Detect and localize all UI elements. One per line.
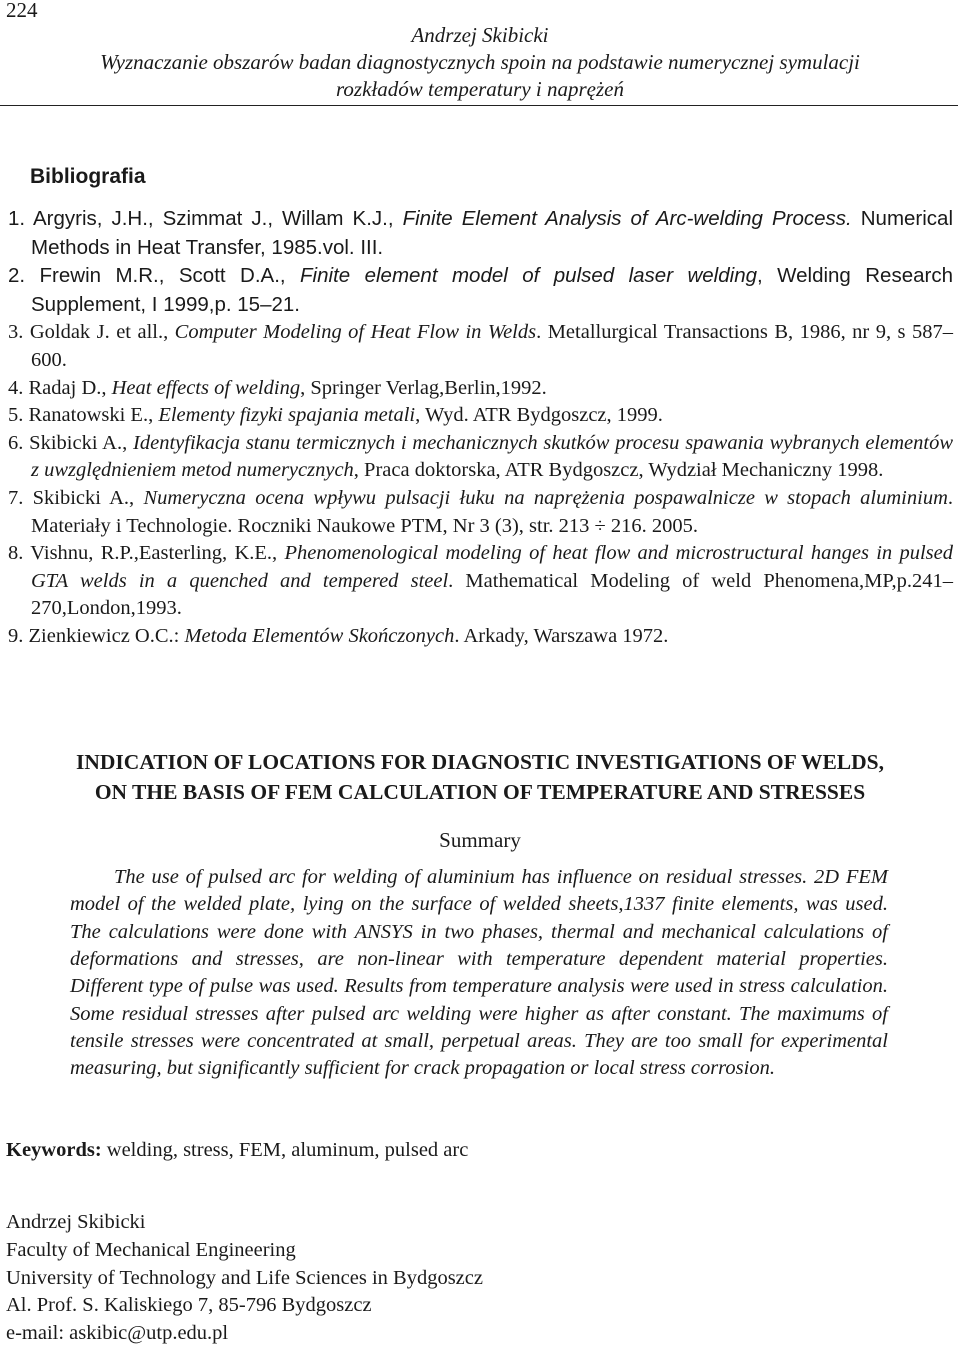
english-title-line-1: INDICATION OF LOCATIONS FOR DIAGNOSTIC INVESTIGATIONS OF WELDS, [76, 750, 884, 774]
ref-title: Numeryczna ocena wpływu pulsacji łuku na naprężenia pospawalnicze w stopach aluminium [143, 486, 948, 509]
ref-title: Finite element model of pulsed laser welding [300, 264, 757, 288]
bibliography-item [8, 319, 953, 374]
ref-authors: 2. Frewin M.R., Scott D.A., [8, 264, 301, 288]
bibliography-item [8, 485, 953, 540]
ref-source: , Praca doktorska, ATR Bydgoszcz, Wydział Mechaniczny 1998. [353, 459, 884, 482]
summary-text: The use of pulsed arc for welding of aluminium has influence on residual stresses. 2D FEM model of the welded plate, lying on the surface of welded sheets,1337 finite elements, was used. The calculations were done with ANSYS in two phases, thermal and mechanical calculations of deformations and stresses, are non-linear with temperature dependent material properties. Different type of pulse was used. Results from temperature analysis were used in stress calculation. Some residual stresses after pulsed arc welding were higher as after constant. The maximums of tensile stresses were concentrated at small, perpetual areas. They are too small for experimental measuring, but significantly sufficient for crack propagation or local stress corrosion. [70, 866, 888, 1080]
running-header [0, 22, 960, 103]
bibliography-item [8, 623, 953, 651]
ref-source: . Materiały i Technologie. Roczniki Naukowe PTM, Nr 3 (3), str. 213 ÷ 216. 2005. [31, 486, 954, 537]
ref-source: , Springer Verlag,Berlin,1992. [300, 376, 547, 399]
ref-authors: 4. Radaj D., [8, 376, 112, 399]
ref-title: Elementy fizyki spajania metali [158, 404, 416, 427]
ref-title: Computer Modeling of Heat Flow in Welds [174, 321, 537, 344]
ref-source: . Metallurgical Transactions B, 1986, nr 9, s 587–600. [31, 321, 953, 371]
ref-authors: 7. Skibicki A., [8, 486, 144, 509]
ref-title: Finite Element Analysis of Arc-welding Process. [402, 207, 852, 230]
author-address: Al. Prof. S. Kaliskiego 7, 85-796 Bydgoszcz [6, 1294, 372, 1317]
ref-source: . Mathematical Modeling of weld Phenomena,MP,p.241–270,London,1993. [31, 569, 953, 620]
bibliography-item [8, 540, 953, 623]
english-title-line-2: ON THE BASIS OF FEM CALCULATION OF TEMPERATURE AND STRESSES [94, 780, 866, 804]
bibliography-item [8, 430, 953, 485]
header-title-line-2: rozkładów temperatury i naprężeń [336, 77, 624, 101]
keywords-value: welding, stress, FEM, aluminum, pulsed arc [101, 1139, 469, 1161]
author-email: e-mail: askibic@utp.edu.pl [6, 1322, 229, 1345]
ref-authors: 3. Goldak J. et all., [8, 321, 175, 344]
author-block [6, 1209, 483, 1348]
author-name: Andrzej Skibicki [6, 1211, 146, 1233]
ref-title: Metoda Elementów Skończonych [184, 624, 455, 647]
ref-title: Heat effects of welding [111, 376, 301, 399]
ref-authors: 6. Skibicki A., [8, 431, 134, 454]
ref-source: . Arkady, Warszawa 1972. [454, 624, 669, 647]
english-title [0, 747, 960, 807]
ref-authors: 5. Ranatowski E., [8, 404, 159, 427]
keywords-line [6, 1139, 468, 1162]
ref-source: , Welding Research Supplement, I 1999,p. 15–21. [31, 264, 953, 316]
author-university: University of Technology and Life Sciences in Bydgoszcz [6, 1266, 483, 1289]
bibliography-item [8, 205, 953, 262]
author-faculty: Faculty of Mechanical Engineering [6, 1238, 296, 1261]
summary-heading: Summary [439, 828, 521, 852]
bibliography-item [8, 402, 953, 430]
header-title-line-1: Wyznaczanie obszarów badan diagnostycznych spoin na podstawie numerycznej symulacji [100, 50, 860, 74]
bibliography-item [8, 262, 953, 319]
header-divider [0, 105, 958, 106]
ref-authors: 8. Vishnu, R.P.,Easterling, K.E., [8, 542, 285, 565]
ref-title: Phenomenological modeling of heat flow and microstructural hanges in pulsed GTA welds in a quenched and tempered steel [31, 542, 953, 592]
header-author: Andrzej Skibicki [411, 23, 549, 47]
keywords-label: Keywords: [6, 1139, 102, 1161]
ref-title: Identyfikacja stanu termicznych i mechanicznych skutków procesu spawania wybranych elementów z uwzględnieniem metod numerycznych [31, 431, 953, 482]
ref-source: Numerical Methods in Heat Transfer, 1985.vol. III. [31, 207, 954, 259]
bibliography-heading: Bibliografia [30, 165, 146, 188]
ref-authors: 1. Argyris, J.H., Szimmat J., Willam K.J., [8, 207, 403, 230]
ref-source: , Wyd. ATR Bydgoszcz, 1999. [415, 404, 663, 427]
page-number: 224 [6, 0, 38, 22]
ref-authors: 9. Zienkiewicz O.C.: [8, 624, 185, 647]
bibliography-list [8, 205, 953, 651]
bibliography-item [8, 375, 953, 403]
